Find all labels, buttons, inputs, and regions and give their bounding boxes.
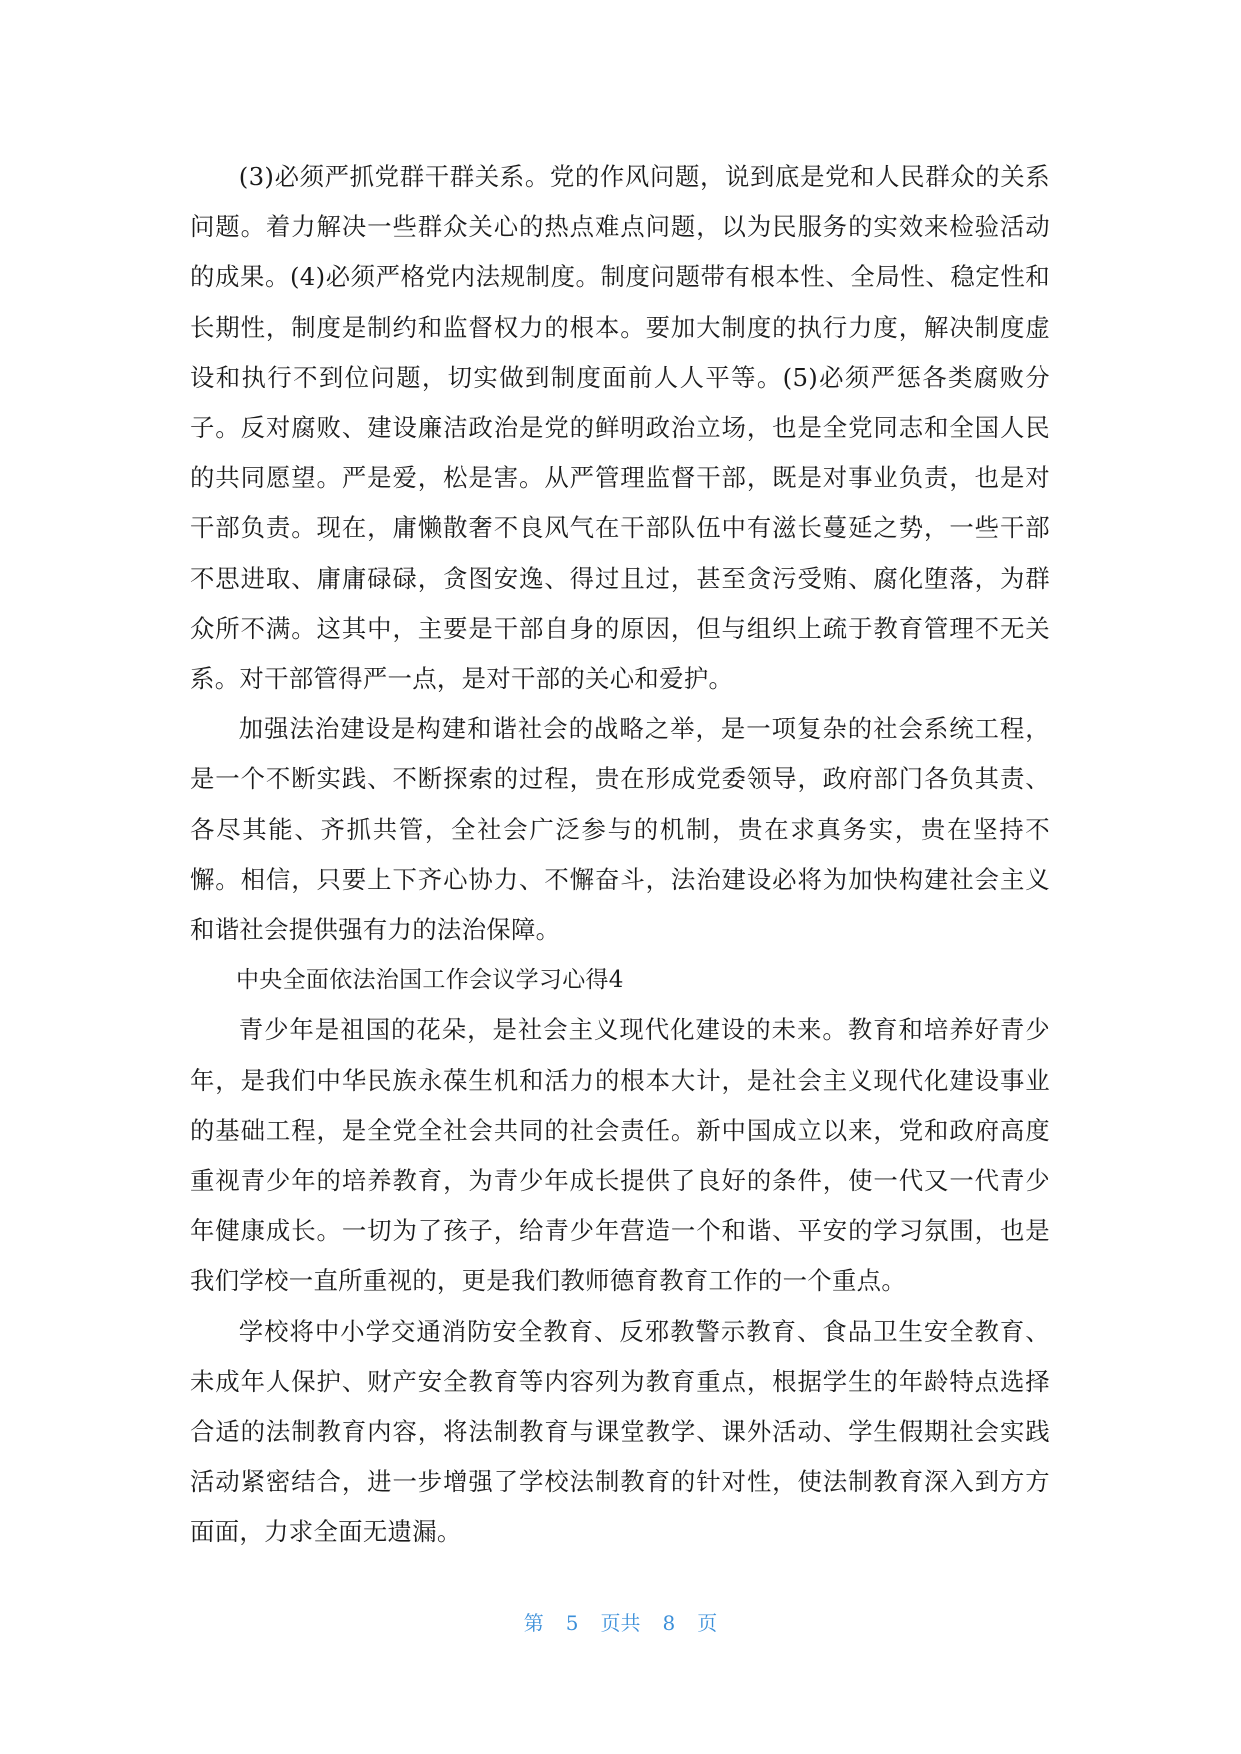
- page-footer: [0, 1608, 1241, 1638]
- document-body: [190, 152, 1050, 1558]
- page-number-current: 5: [565, 1611, 579, 1635]
- paragraph: (3)必须严抓党群干群关系。党的作风问题，说到底是党和人民群众的关系问题。着力解决一些群众关心的热点难点问题，以为民服务的实效来检验活动的成果。(4)必须严格党内法规制度。制度问题带有根本性、全局性、稳定性和长期性，制度是制约和监督权力的根本。要加大制度的执行力度，解决制度虚设和执行不到位问题，切实做到制度面前人人平等。(5)必须严惩各类腐败分子。反对腐败、建设廉洁政治是党的鲜明政治立场，也是全党同志和全国人民的共同愿望。严是爱，松是害。从严管理监督干部，既是对事业负责，也是对干部负责。现在，庸懒散奢不良风气在干部队伍中有滋长蔓延之势，一些干部不思进取、庸庸碌碌，贪图安逸、得过且过，甚至贪污受贿、腐化堕落，为群众所不满。这其中，主要是干部自身的原因，但与组织上疏于教育管理不无关系。对干部管得严一点，是对干部的关心和爱护。: [190, 162, 1050, 694]
- page-footer-prefix: 第: [523, 1611, 544, 1635]
- section-heading: 中央全面依法治国工作会议学习心得4: [236, 967, 624, 994]
- page-number-total: 8: [662, 1611, 676, 1635]
- page-footer-suffix: 页: [697, 1611, 718, 1635]
- paragraph: 加强法治建设是构建和谐社会的战略之举，是一项复杂的社会系统工程，是一个不断实践、不断探索的过程，贵在形成党委领导，政府部门各负其责、各尽其能、齐抓共管，全社会广泛参与的机制，贵在求真务实，贵在坚持不懈。相信，只要上下齐心协力、不懈奋斗，法治建设必将为加快构建社会主义和谐社会提供强有力的法治保障。: [190, 714, 1050, 945]
- paragraph: 青少年是祖国的花朵，是社会主义现代化建设的未来。教育和培养好青少年，是我们中华民族永葆生机和活力的根本大计，是社会主义现代化建设事业的基础工程，是全党全社会共同的社会责任。新中国成立以来，党和政府高度重视青少年的培养教育，为青少年成长提供了良好的条件，使一代又一代青少年健康成长。一切为了孩子，给青少年营造一个和谐、平安的学习氛围，也是我们学校一直所重视的，更是我们教师德育教育工作的一个重点。: [190, 1015, 1050, 1296]
- paragraph: 学校将中小学交通消防安全教育、反邪教警示教育、食品卫生安全教育、未成年人保护、财产安全教育等内容列为教育重点，根据学生的年龄特点选择合适的法制教育内容，将法制教育与课堂教学、课外活动、学生假期社会实践活动紧密结合，进一步增强了学校法制教育的针对性，使法制教育深入到方方面面，力求全面无遗漏。: [190, 1316, 1050, 1547]
- page-footer-middle: 页共: [600, 1611, 641, 1635]
